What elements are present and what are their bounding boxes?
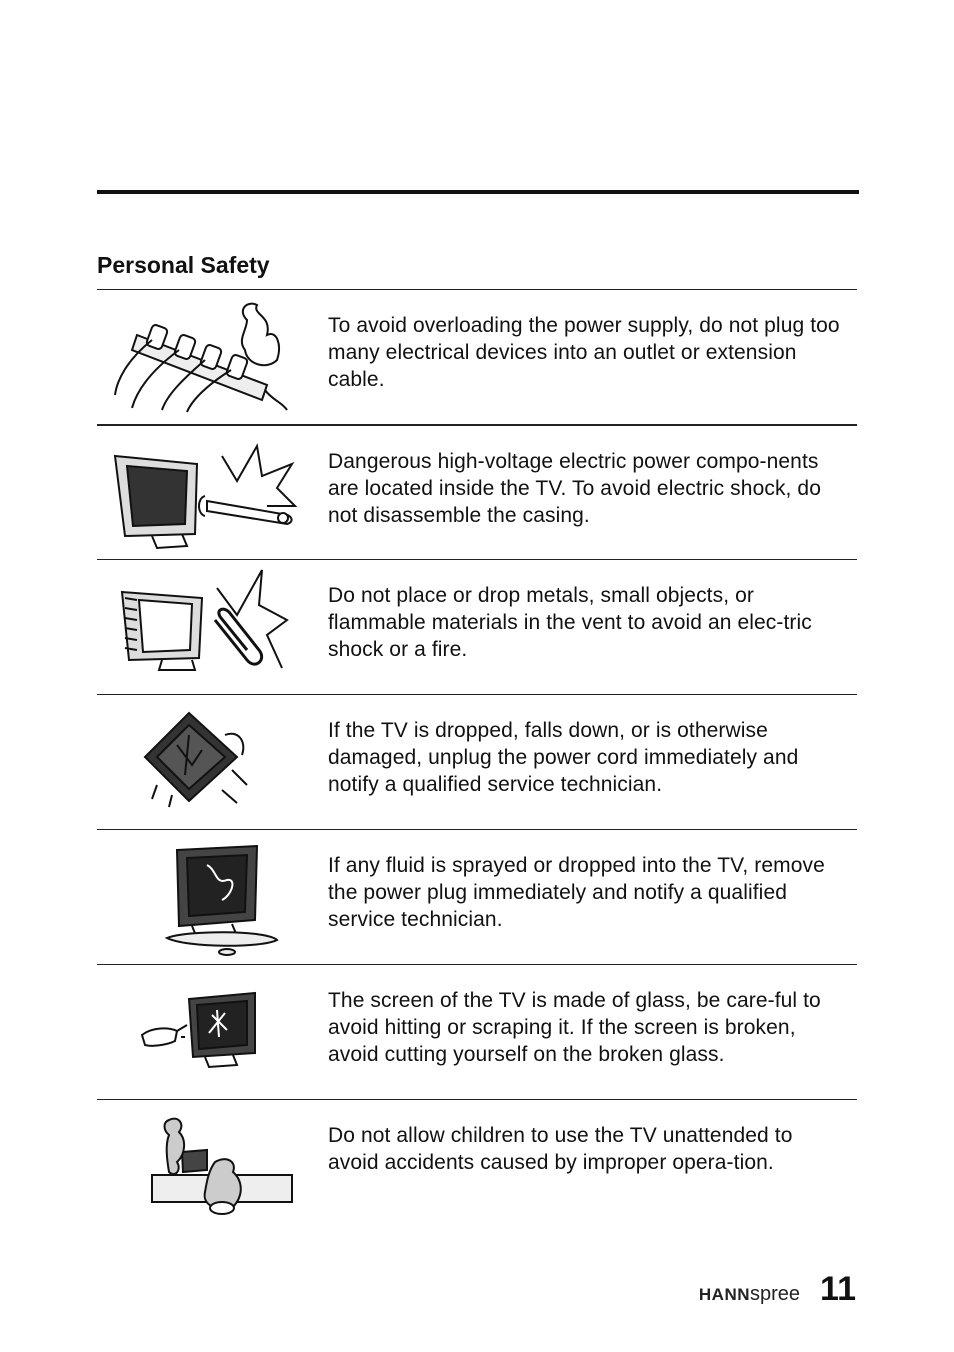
section-title: Personal Safety <box>97 252 270 278</box>
page-footer <box>699 1270 856 1309</box>
children-tv-icon <box>97 1100 327 1234</box>
brand-logo <box>699 1283 800 1306</box>
tv-wrench-shock-icon <box>97 426 327 560</box>
safety-item-text: Do not allow children to use the TV unattended to avoid accidents caused by improper opera-tion. <box>328 1124 793 1174</box>
safety-item-text: If the TV is dropped, falls down, or is otherwise damaged, unplug the power cord immediately and notify a qualified service technician. <box>328 719 799 796</box>
safety-item-text: Dangerous high-voltage electric power compo-nents are located inside the TV. To avoid electric shock, do not disassemble the casing. <box>328 450 821 527</box>
brand-logo-bold: HANN <box>698 1285 751 1304</box>
page-number: 11 <box>820 1270 856 1308</box>
tv-fluid-spill-icon <box>97 830 327 964</box>
brand-logo-light: spree <box>750 1283 801 1305</box>
safety-item <box>97 694 857 829</box>
power-strip-overload-icon <box>97 290 327 424</box>
safety-item <box>97 424 857 559</box>
safety-item-text: If any fluid is sprayed or dropped into the TV, remove the power plug immediately and notify a qualified service technician. <box>328 854 825 931</box>
tv-dropped-icon <box>97 695 327 829</box>
safety-item <box>97 829 857 964</box>
safety-list <box>97 289 857 1234</box>
safety-item <box>97 1099 857 1234</box>
top-rule <box>97 190 859 194</box>
safety-item <box>97 559 857 694</box>
safety-item-text: To avoid overloading the power supply, do not plug too many electrical devices into an outlet or extension cable. <box>328 314 840 391</box>
tv-glass-screen-icon <box>97 965 327 1099</box>
tv-vent-paperclip-icon <box>97 560 327 694</box>
safety-item-text: The screen of the TV is made of glass, be care-ful to avoid hitting or scraping it. If the screen is broken, avoid cutting yourself on the broken glass. <box>328 989 821 1066</box>
safety-item <box>97 964 857 1099</box>
safety-item <box>97 289 857 424</box>
safety-item-text: Do not place or drop metals, small objects, or flammable materials in the vent to avoid an elec-tric shock or a fire. <box>328 584 812 661</box>
